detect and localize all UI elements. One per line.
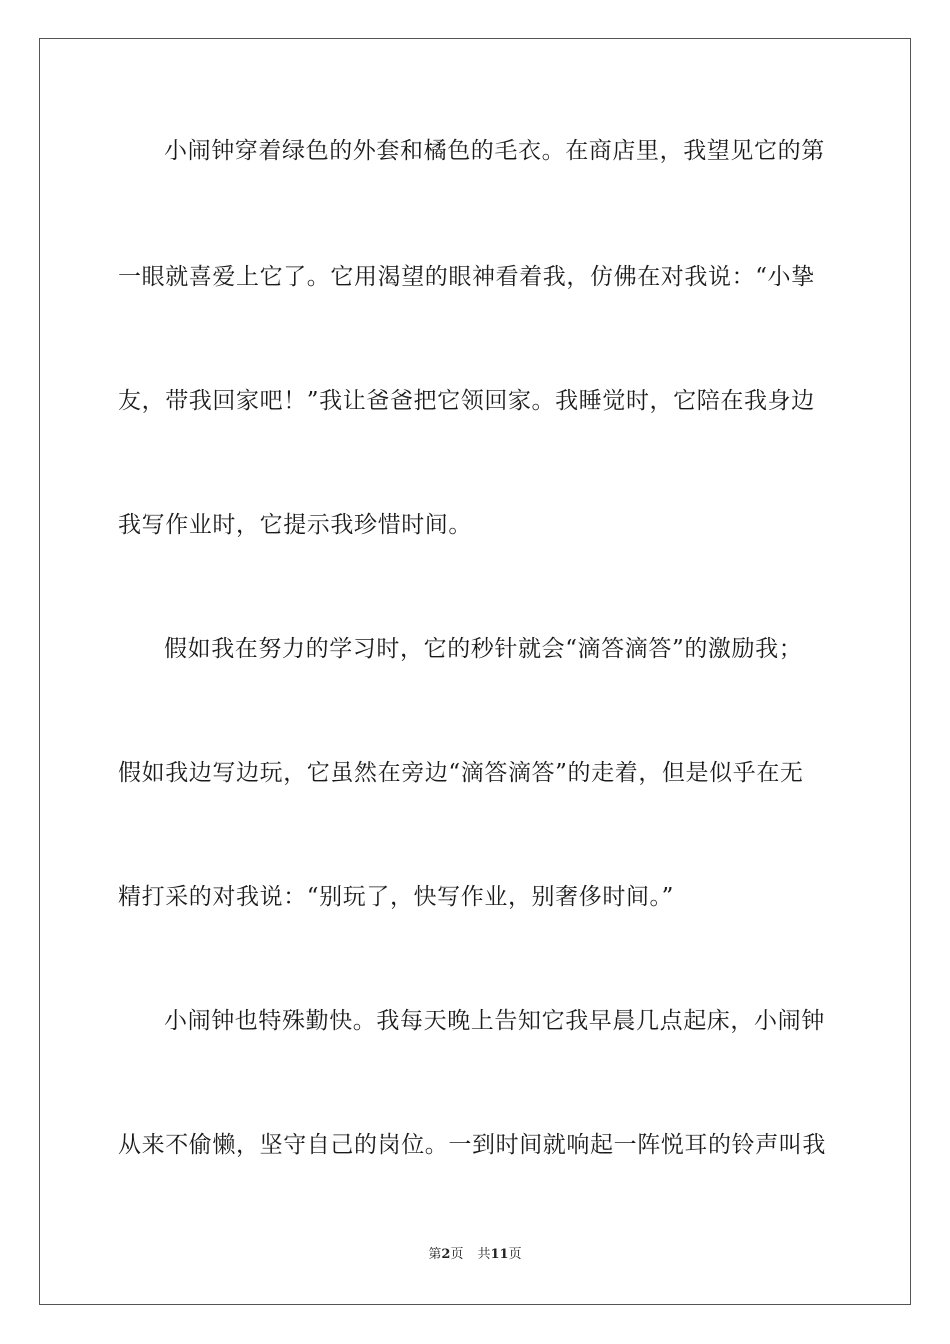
page-number-prefix: 第: [428, 1247, 442, 1262]
page-total: 11: [490, 1247, 509, 1262]
text-line: 我写作业时，它提示我珍惜时间。: [118, 512, 472, 538]
page-total-suffix: 页: [508, 1247, 522, 1262]
page-total-prefix: 共: [477, 1247, 491, 1262]
text-line: 一眼就喜爱上它了。它用渴望的眼神看着我，仿佛在对我说：“小挚: [118, 264, 815, 290]
page-footer: [0, 1246, 950, 1264]
text-line: 假如我边写边玩，它虽然在旁边“滴答滴答”的走着，但是似乎在无: [118, 760, 804, 786]
page-border: [39, 38, 911, 1305]
text-line: 精打采的对我说：“别玩了，快写作业，别奢侈时间。”: [118, 884, 675, 910]
page-number-suffix: 页: [450, 1247, 464, 1262]
page-number-current: 2: [441, 1247, 451, 1262]
text-line: 假如我在努力的学习时，它的秒针就会“滴答滴答”的激励我；: [164, 636, 803, 662]
text-line: 小闹钟穿着绿色的外套和橘色的毛衣。在商店里，我望见它的第: [164, 138, 825, 164]
text-line: 小闹钟也特殊勤快。我每天晚上告知它我早晨几点起床，小闹钟: [164, 1008, 825, 1034]
text-line: 从来不偷懒，坚守自己的岗位。一到时间就响起一阵悦耳的铃声叫我: [118, 1132, 826, 1158]
text-line: 友，带我回家吧！”我让爸爸把它领回家。我睡觉时，它陪在我身边: [118, 388, 815, 414]
